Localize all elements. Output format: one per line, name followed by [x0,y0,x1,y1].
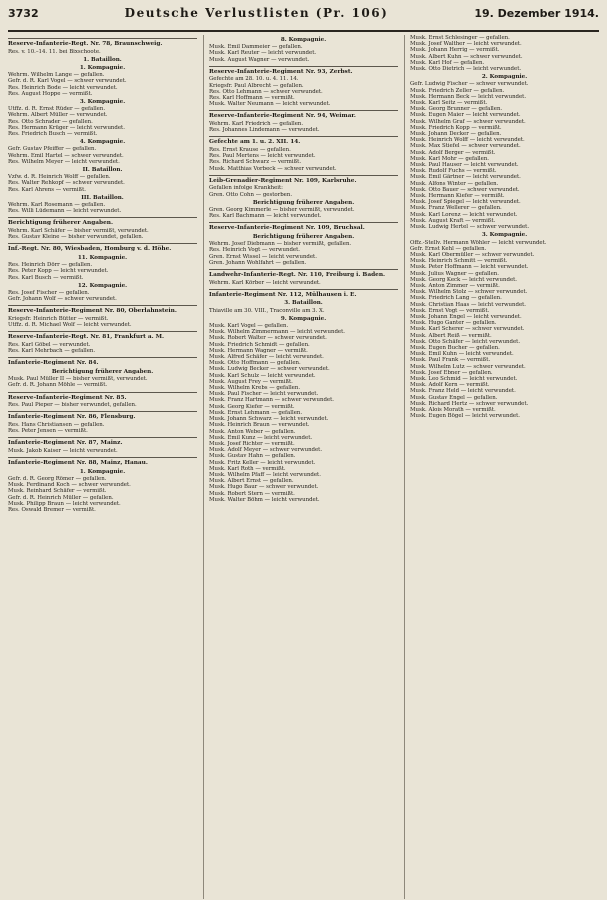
casualty-entry: Kriegsfr. Heinrich Bütter — vermißt. [8,316,109,323]
casualty-entry: Res. Wilhelm Meyer — leicht verwundet. [8,158,120,165]
casualty-entry: Res. Paul Mertens — leicht verwundet. [209,153,316,160]
casualty-entry: Res. Walter Rehkopf — schwer verwundet. [8,180,125,187]
casualty-entry: Musk. Karl Schulz — leicht verwundet. [209,372,316,379]
casualty-entry: Wehrm. Josef Diebmann — bisher vermißt, gefallen. [209,241,352,248]
casualty-entry: Musk. Johann Schwarz — leicht verwundet. [209,416,329,423]
casualty-entry: Musk. Anton Weber — gefallen. [209,428,296,435]
casualty-entry: Res. Richard Schwarz — vermißt. [209,159,302,166]
section-heading: 4. Kompagnie. [79,139,126,146]
casualty-entry: Musk. Hugo Baur — schwer verwundet. [209,484,319,491]
column-1 [8,35,197,899]
casualty-entry: Res. Josef Fischer — gefallen. [8,290,90,297]
casualty-entry: Res. Oswald Bremer — vermißt. [8,507,96,514]
page-header [8,6,599,32]
page-number: 3732 [8,7,39,20]
casualty-entry: Musk. Friedrich Kopp — vermißt. [410,124,502,131]
casualty-entry: Musk. Georg Kiefer — vermißt. [209,403,295,410]
casualty-entry: Musk. Alois Morath — vermißt. [410,406,496,413]
regiment-heading: Infanterie-Regiment Nr. 86, Flensburg. [8,411,197,421]
casualty-entry: Musk. Robert Stern — vermißt. [209,490,295,497]
casualty-entry: Musk. Karl Reuter — leicht verwundet. [209,50,317,57]
section-heading: 3. Kompagnie. [481,232,528,239]
casualty-entry: Gefr. Ludwig Fischer — schwer verwundet. [410,81,529,88]
casualty-entry: Musk. Walter Neumann — leicht verwundet. [209,101,331,108]
casualty-entry: Musk. Paul Müller II — bisher vermißt, verwundet. [8,376,148,383]
casualty-entry: Musk. Alfred Schäfer — leicht verwundet. [209,354,324,361]
casualty-entry: Musk. Anton Zimmer — vermißt. [410,282,500,289]
casualty-entry: Musk. Albert Kuhn — schwer verwundet. [410,53,523,60]
section-heading: Berichtigung früherer Angaben. [51,369,154,376]
casualty-entry: Musk. August Kraft — vermißt. [410,217,496,224]
casualty-entry: Res. Karl Mehrbach — gefallen. [8,348,96,355]
casualty-entry: Res. Willi Lüdemann — leicht verwundet. [8,208,122,215]
casualty-entry: Musk. Max Stiefel — schwer verwundet. [410,143,521,150]
casualty-entry: Musk. Karl Lorenz — leicht verwundet. [410,211,518,218]
casualty-entry: Musk. Reinhard Schäfer — vermißt. [8,488,107,495]
section-heading: 11. Kompagnie. [77,255,128,262]
casualty-entry: Musk. Adolf Berger — vermißt. [410,149,496,156]
casualty-entry: Res. Karl Ahrens — vermißt. [8,186,87,193]
regiment-heading: Infanterie-Regiment Nr. 84. [8,357,197,367]
casualty-entry: Musk. Julius Wagner — gefallen. [410,270,499,277]
casualty-entry: Wehrm. Albert Müller — verwundet. [8,112,108,119]
casualty-entry: Gefr. Ernst Kehl — gefallen. [410,245,487,252]
casualty-entry: Res. Hans Christiansen — gefallen. [8,422,105,429]
section-heading: 12. Kompagnie. [77,282,128,289]
casualty-entry: Gefr. d. R. Johann Möhle — vermißt. [8,382,108,389]
casualty-entry: Res. August Hoppe — vermißt. [8,90,93,97]
regiment-heading: Reserve-Infanterie-Regiment Nr. 85. [8,392,197,402]
casualty-entry: Utffz. d. R. Michael Wolf — leicht verwundet. [8,322,132,329]
casualty-entry: Musk. Emil Kunz — leicht verwundet. [209,434,313,441]
casualty-entry: Musk. Josef Walther — leicht verwundet. [410,41,522,48]
casualty-entry: Musk. Paul Frank — vermißt. [410,357,491,364]
casualty-entry: Res. Karl Hoffmann — vermißt. [209,95,295,102]
casualty-entry: Musk. Ernst Lehmann — gefallen. [209,409,303,416]
casualty-entry: Gefr. Gustav Pfeiffer — gefallen. [8,146,97,153]
casualty-entry: Musk. Emil Gärtner — leicht verwundet. [410,174,521,181]
regiment-heading: Reserve-Infanterie-Regt. Nr. 81, Frankfurt a. M. [8,331,197,341]
section-heading: 8. Kompagnie. [280,37,327,43]
casualty-entry: Musk. Gustav Hahn — gefallen. [209,453,296,460]
regiment-heading: Reserve-Infanterie-Regiment Nr. 94, Weimar. [209,110,398,120]
casualty-entry: Musk. Wilhelm Lutz — schwer verwundet. [410,363,526,370]
section-heading: Berichtigung früherer Angaben. [252,199,355,206]
publication-name: Deutsche Verlustlisten [124,6,311,20]
casualty-entry: Musk. Franz Held — leicht verwundet. [410,388,516,395]
casualty-entry: Musk. Franz Hartmann — schwer verwundet. [209,397,334,404]
section-heading: 1. Bataillon. [83,56,122,63]
regiment-heading: Infanterie-Regiment Nr. 87, Mainz. [8,437,197,447]
casualty-entry: Wehrm. Karl Friedrich — gefallen. [209,121,304,128]
casualty-entry: Gefr. d. R. Karl Vogel — schwer verwundet. [8,78,127,85]
casualty-entry: Gefallen infolge Krankheit: [209,185,283,192]
casualty-entry: Musk. Robert Walter — schwer verwundet. [209,335,327,342]
section-heading: 3. Bataillon. [284,300,323,307]
casualty-entry: Res. Peter Jensen — vermißt. [8,428,88,435]
issue-number: (Pr. 106) [315,6,389,20]
regiment-heading: Inf.-Regt. Nr. 80, Wiesbaden, Homburg v. d. Höhe. [8,243,197,253]
casualty-entry: Musk. Wilhelm Stolz — schwer verwundet. [410,289,528,296]
casualty-entry: Res. Paul Pieper — bisher verwundet, gefallen. [8,402,137,409]
regiment-heading: Berichtigung früherer Angaben. [8,217,197,227]
casualty-entry: Musk. Fritz Keller — leicht verwundet. [209,459,316,466]
casualty-entry: Wehrm. Wilhelm Lange — gefallen. [8,72,105,79]
regiment-heading: Leib-Grenadier-Regiment Nr. 109, Karlsruhe. [209,175,398,185]
casualty-entry: Wehrm. Emil Hartel — schwer verwundet. [8,152,124,159]
casualty-entry: Musk. Hermann Beck — leicht verwundet. [410,93,527,100]
casualty-entry: Musk. Eugen Maier — leicht verwundet. [410,112,521,119]
casualty-entry: Musk. Karl Scherer — schwer verwundet. [410,326,525,333]
casualty-entry: Musk. Christian Haas — leicht verwundet. [410,301,527,308]
casualty-entry: Gren. Georg Kimmerle — bisher vermißt, verwundet. [209,207,355,214]
casualty-entry: Musk. Heinrich Schmitt — vermißt. [410,258,508,265]
casualty-entry: Musk. Adolf Meyer — schwer verwundet. [209,447,323,454]
casualty-entry: Musk. Emil Dammeier — gefallen. [209,44,303,51]
casualty-entry: Musk. Johann Decker — gefallen. [410,131,502,138]
casualty-entry: Musk. Otto Dietrich — leicht verwundet. [410,66,522,73]
regiment-heading: Infanterie-Regiment Nr. 88, Mainz, Hanau. [8,457,197,467]
casualty-entry: Kriegsfr. Paul Albrecht — gefallen. [209,82,304,89]
regiment-heading: Infanterie-Regiment Nr. 112, Mülhausen i. E. [209,289,398,299]
column-2 [203,35,398,899]
casualty-entry: Res. Peter Kopp — leicht verwundet. [8,268,109,275]
casualty-entry: Musk. Otto Hoffmann — gefallen. [209,360,301,367]
casualty-entry: Musk. Emil Kuhn — leicht verwundet. [410,351,514,358]
casualty-entry: Offz.-Stellv. Hermann Wöhler — leicht verwundet. [410,239,547,246]
casualty-entry: Musk. Ernst Schlesinger — gefallen. [410,35,510,41]
casualty-entry: Res. v. 10.–14. 11. bei Bixschoote. [8,48,101,55]
casualty-entry: Musk. Georg Keck — leicht verwundet. [410,276,518,283]
section-heading: 2. Kompagnie. [481,74,528,81]
casualty-entry: Musk. Karl Obermüller — schwer verwundet. [410,251,535,258]
casualty-entry: Musk. Wilhelm Pfaff — leicht verwundet. [209,471,321,478]
casualty-entry: Musk. Heinrich Braun — verwundet. [209,422,310,429]
casualty-entry: Utffz. d. R. Ernst Rüder — gefallen. [8,106,106,113]
casualty-entry: Musk. Albert Reiß — vermißt. [410,332,492,339]
section-heading: II. Bataillon. [82,167,123,174]
casualty-entry: Gefr. d. R. Heinrich Müller — gefallen. [8,494,114,501]
casualty-entry: Musk. Hermann Kiefer — vermißt. [410,193,505,200]
casualty-entry: Musk. Wilhelm Zimmermann — leicht verwundet. [209,329,346,336]
casualty-entry: Vzfw. d. R. Heinrich Wolff — gefallen. [8,174,111,181]
casualty-entry: Musk. Paul Hauser — leicht verwundet. [410,162,519,169]
casualty-entry: Res. Johannes Lindemann — verwundet. [209,127,320,134]
casualty-entry: Musk. Eugen Bögel — leicht verwundet. [410,413,520,420]
casualty-entry: Musk. Georg Brunner — gefallen. [410,106,503,113]
casualty-entry: Gren. Ernst Wissel — leicht verwundet. [209,253,317,260]
casualty-entry: Musk. Karl Seitz — vermißt. [410,100,488,107]
casualty-entry: Res. Gustav Kleine — bisher verwundet, gefallen. [8,234,144,241]
casualty-entry: Res. Heinrich Dörr — gefallen. [8,262,93,269]
casualty-entry: Res. Friedrich Busch — vermißt. [8,131,98,138]
casualty-entry: Gren. Otto Cohn — gestorben. [209,191,293,198]
casualty-entry: Musk. Josef Spiegel — leicht verwundet. [410,199,521,206]
casualty-entry: Musk. Hugo Ganter — gefallen. [410,320,497,327]
text-columns [8,35,599,899]
casualty-entry: Res. Heinrich Bode — leicht verwundet. [8,84,118,91]
casualty-entry: Musk. Richard Hertz — schwer verwundet. [410,400,529,407]
column-3 [404,35,599,899]
casualty-entry: Musk. Otto Schäfer — leicht verwundet. [410,338,521,345]
casualty-entry: Musk. Karl Vogel — gefallen. [209,323,289,330]
casualty-entry: Gren. Johann Wohlfahrt — gefallen. [209,259,307,266]
section-heading: 9. Kompagnie. [280,315,327,322]
casualty-entry: Res. Karl Busch — vermißt. [8,274,84,281]
casualty-entry: Musk. Matthias Vorbeck — schwer verwundet. [209,165,337,172]
casualty-entry: Musk. Heinrich Wolff — leicht verwundet. [410,137,525,144]
casualty-entry: Musk. Walter Böhm — leicht verwundet. [209,496,320,503]
section-heading: 1. Kompagnie. [79,65,126,71]
casualty-entry: Thiaville am 30. VIII., Traconville am 3. X. [209,307,325,314]
casualty-entry: Musk. Ferdinand Koch — schwer verwundet. [8,482,131,489]
section-heading: III. Bataillon. [81,194,124,201]
casualty-entry: Res. Karl Bachmann — leicht verwundet. [209,213,322,220]
casualty-entry: Wehrm. Karl Rosemann — gefallen. [8,202,106,209]
casualty-entry: Musk. Otto Bauer — schwer verwundet. [410,186,520,193]
casualty-entry: Musk. Paul Fischer — leicht verwundet. [209,391,319,398]
casualty-entry: Res. Karl Göbel — verwundet. [8,342,91,349]
regiment-heading: Reserve-Infanterie-Regt. Nr. 78, Braunschweig. [8,38,197,48]
casualty-entry: Musk. Gustav Engel — gefallen. [410,394,498,401]
casualty-entry: Musk. August Wagner — verwundet. [209,56,310,63]
casualty-entry: Res. Otto Schrader — gefallen. [8,118,93,125]
casualty-entry: Wehrm. Karl Schäfer — bisher vermißt, verwundet. [8,228,149,235]
casualty-entry: Musk. Karl Roth — vermißt. [209,465,286,472]
section-heading: 1. Kompagnie. [79,468,126,475]
casualty-entry: Musk. Wilhelm Graf — schwer verwundet. [410,118,526,125]
regiment-heading: Reserve-Infanterie-Regiment Nr. 93, Zerbst. [209,66,398,76]
casualty-entry: Musk. Wilhelm Krebs — gefallen. [209,385,301,392]
publication-title [125,6,389,20]
casualty-entry: Musk. Hermann Wagner — vermißt. [209,347,308,354]
casualty-entry: Musk. Karl Mohr — gefallen. [410,155,490,162]
casualty-entry: Res. Heinrich Vogt — verwundet. [209,247,301,254]
casualty-entry: Musk. Alfons Winter — gefallen. [410,180,499,187]
regiment-heading: Reserve-Infanterie-Regiment Nr. 80, Oberlahnstein. [8,305,197,315]
casualty-entry: Gefr. Johann Wolf — schwer verwundet. [8,296,117,303]
casualty-entry: Musk. Adolf Kern — vermißt. [410,382,490,389]
casualty-entry: Musk. Friedrich Schmidt — gefallen. [209,341,310,348]
casualty-entry: Gefr. d. R. Georg Römer — gefallen. [8,476,107,483]
casualty-entry: Musk. Johann Engel — leicht verwundet. [410,313,522,320]
casualty-entry: Res. Hermann Krüger — leicht verwundet. [8,124,125,131]
casualty-entry: Musk. Leo Schmid — leicht verwundet. [410,375,518,382]
section-heading: 3. Kompagnie. [79,99,126,106]
casualty-entry: Musk. Rudolf Fuchs — vermißt. [410,168,497,175]
regiment-heading: Reserve-Infanterie-Regiment Nr. 109, Bruchsal. [209,222,398,232]
casualty-entry: Musk. Karl Hof — gefallen. [410,59,485,66]
casualty-entry: Res. Otto Lehmann — schwer verwundet. [209,88,323,95]
casualty-entry: Musk. Philipp Braun — leicht verwundet. [8,500,121,507]
issue-date: 19. Dezember 1914. [474,7,599,20]
regiment-heading: Landwehr-Infanterie-Regt. Nr. 110, Freiburg i. Baden. [209,269,398,279]
casualty-entry: Musk. August Frey — vermißt. [209,378,293,385]
casualty-entry: Musk. Albert Ernst — gefallen. [209,478,294,485]
casualty-entry: Musk. Friedrich Zeller — gefallen. [410,87,505,94]
casualty-entry: Musk. Josef Richter — vermißt. [209,440,295,447]
casualty-entry: Musk. Jakob Kaiser — leicht verwundet. [8,448,118,455]
casualty-entry: Musk. Ludwig Hertel — schwer verwundet. [410,224,530,231]
regiment-heading: Gefechte am 1. u. 2. XII. 14. [209,136,398,146]
casualty-entry: Wehrm. Karl Körber — leicht verwundet. [209,279,321,286]
section-heading: Berichtigung früherer Angaben. [252,234,355,241]
casualty-entry: Musk. Josef Ebner — gefallen. [410,369,493,376]
casualty-entry: Res. Ernst Krause — gefallen. [209,147,291,154]
casualty-entry: Musk. Johann Herrig — vermißt. [410,47,500,54]
casualty-entry: Musk. Friedrich Lang — gefallen. [410,295,502,302]
casualty-entry: Musk. Ernst Vogt — vermißt. [410,307,490,314]
casualty-entry: Musk. Peter Hoffmann — leicht verwundet. [410,264,529,271]
casualty-entry: Musk. Eugen Bucher — gefallen. [410,344,500,351]
casualty-entry: Musk. Ludwig Becker — schwer verwundet. [209,366,330,373]
casualty-entry: Musk. Franz Wellerer — gefallen. [410,205,502,212]
casualty-entry: Gefechte am 28. 10. u. 4. 11. 14. [209,76,299,83]
